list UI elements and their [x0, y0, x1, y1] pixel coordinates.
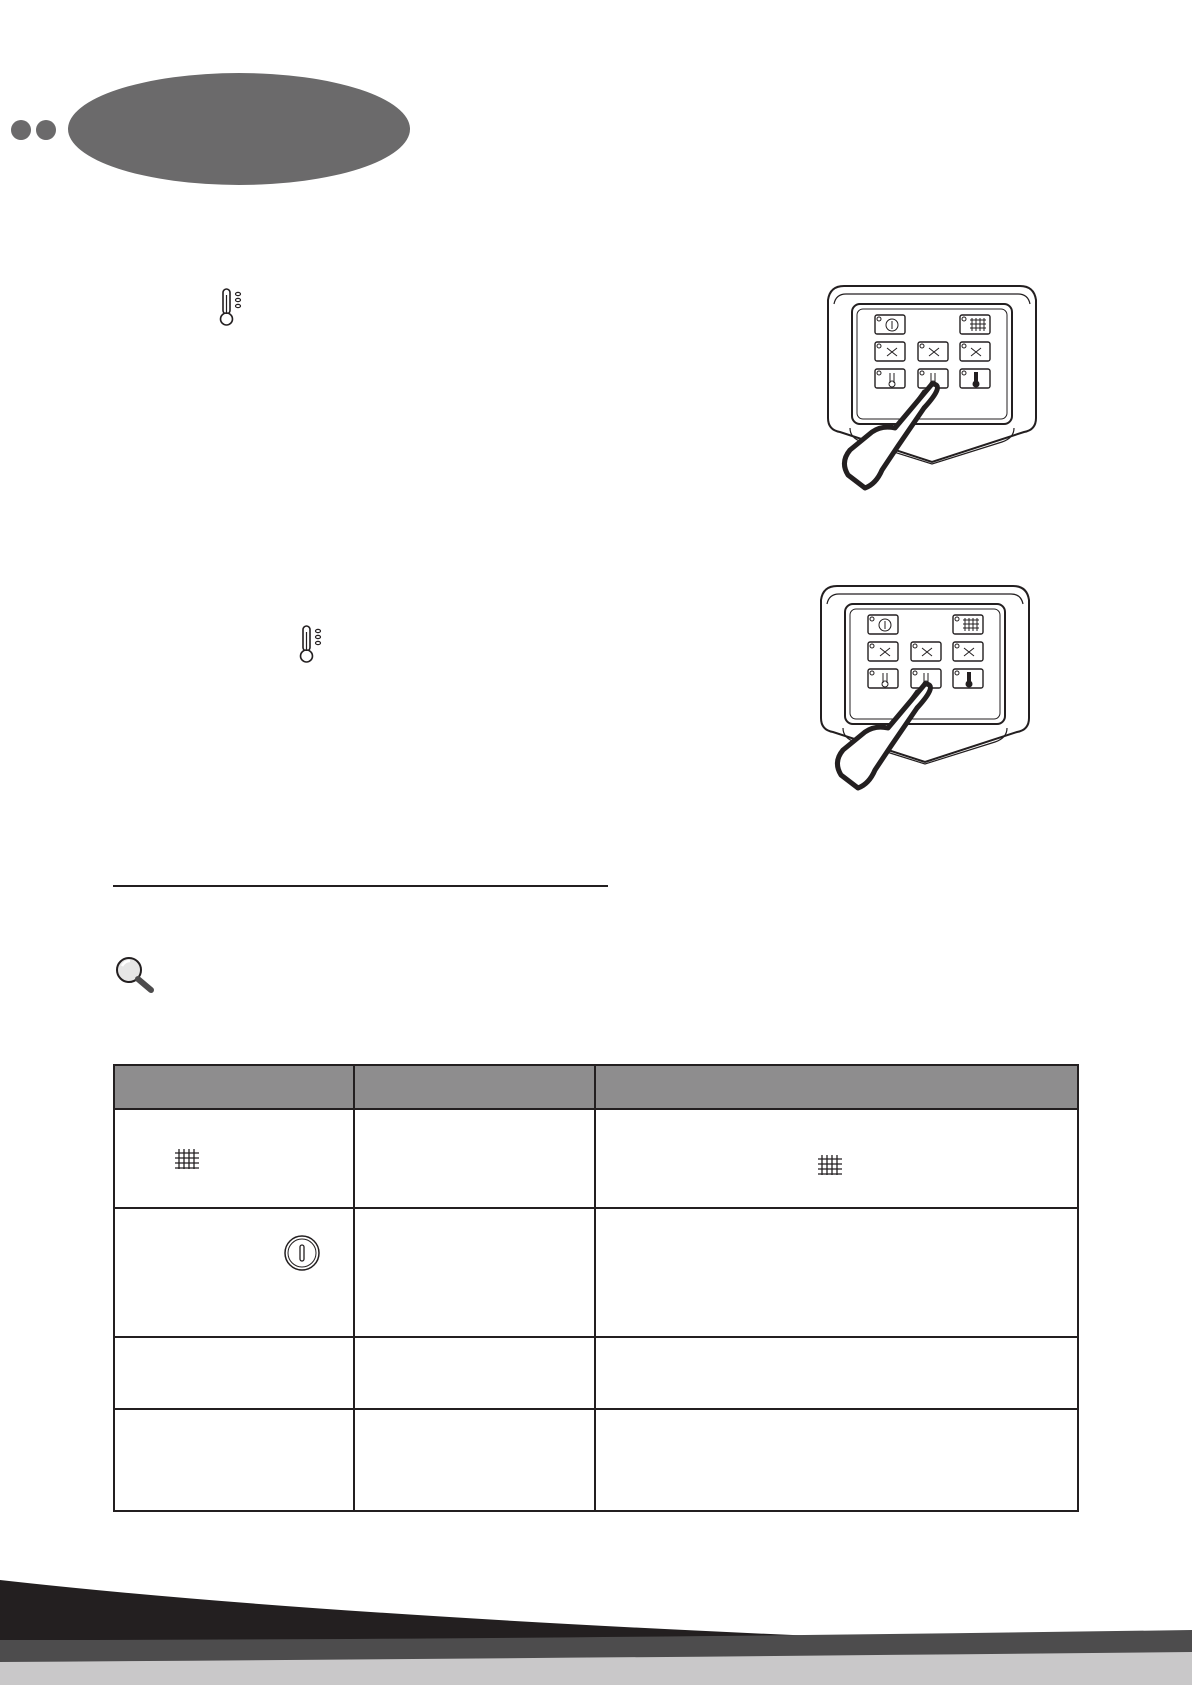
- table-header-cell: [114, 1065, 354, 1109]
- magnifier-icon: [113, 955, 157, 995]
- grid-icon: [817, 1154, 843, 1176]
- troubleshooting-table: [113, 1064, 1079, 1512]
- table-header-cell: [354, 1065, 595, 1109]
- control-panel-illustration: [813, 580, 1038, 795]
- table-row: [114, 1109, 1078, 1208]
- table-row: [114, 1409, 1078, 1511]
- table-cell: [354, 1208, 595, 1337]
- thermometer-waves-icon: [215, 287, 249, 327]
- table-cell: [354, 1109, 595, 1208]
- table-cell: [114, 1409, 354, 1511]
- table-cell: [595, 1109, 1078, 1208]
- table-cell: [114, 1337, 354, 1409]
- table-cell: [114, 1208, 354, 1337]
- table-cell: [595, 1409, 1078, 1511]
- table-row: [114, 1337, 1078, 1409]
- power-icon: [283, 1234, 321, 1272]
- grid-icon: [174, 1148, 200, 1170]
- table-cell: [595, 1208, 1078, 1337]
- table-cell: [354, 1337, 595, 1409]
- bullet-dot: [11, 120, 31, 140]
- thermometer-waves-icon: [295, 624, 329, 664]
- section-divider: [113, 885, 608, 887]
- table-row: [114, 1208, 1078, 1337]
- bullet-dot: [36, 120, 56, 140]
- table-header-row: [114, 1065, 1078, 1109]
- table-cell: [114, 1109, 354, 1208]
- control-panel-illustration: [820, 280, 1045, 495]
- table-cell: [595, 1337, 1078, 1409]
- section-title-oval: [68, 73, 410, 185]
- footer-swoosh: [0, 1570, 1192, 1685]
- table-cell: [354, 1409, 595, 1511]
- table-header-cell: [595, 1065, 1078, 1109]
